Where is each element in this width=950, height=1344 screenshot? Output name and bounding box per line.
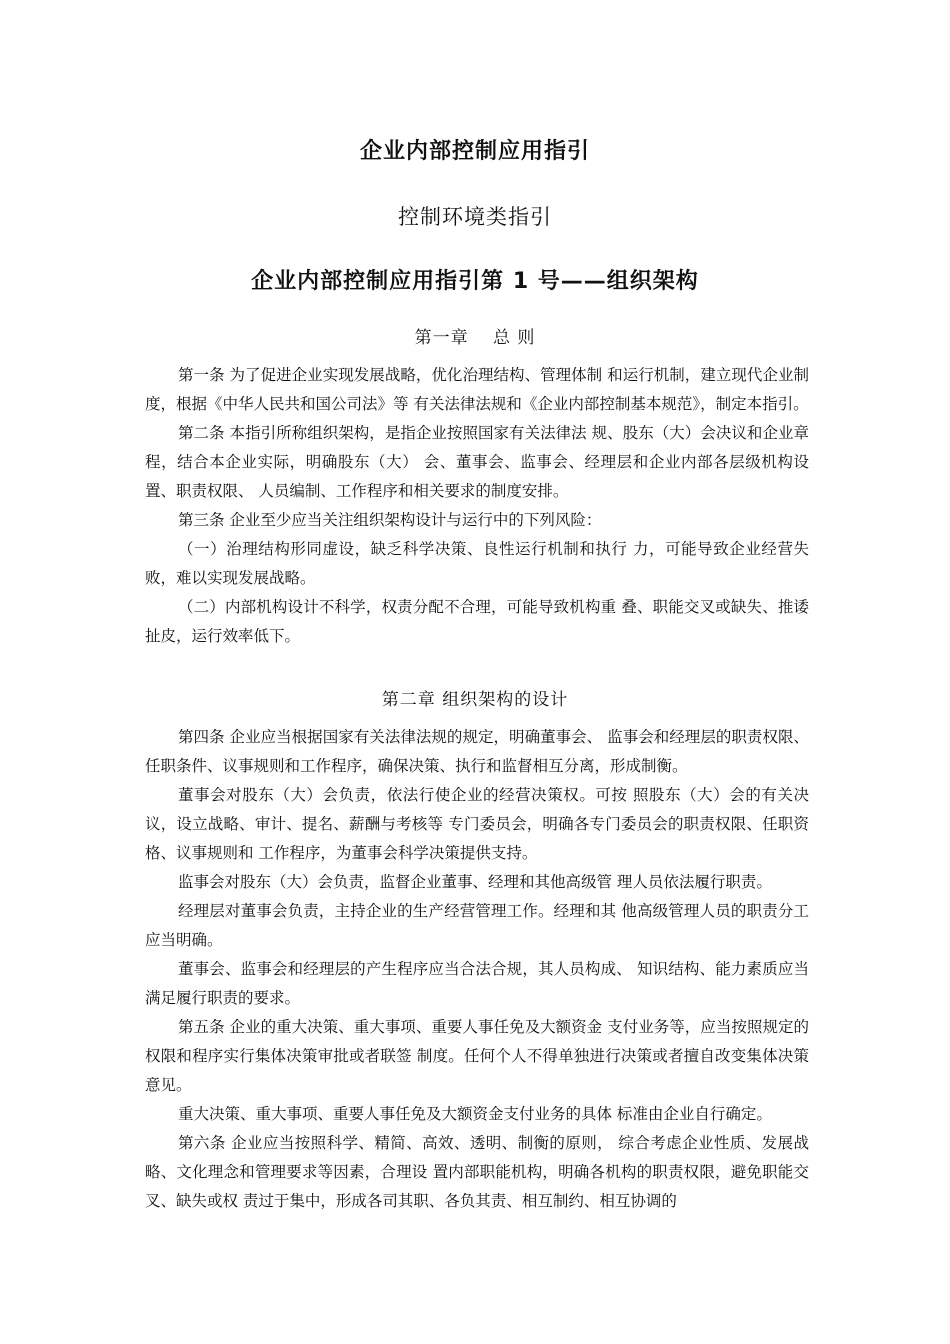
- paragraph: 第二条 本指引所称组织架构，是指企业按照国家有关法律法 规、股东（大）会决议和企业章程，结合本企业实际，明确股东（大） 会、董事会、监事会、经理层和企业内部各层级机构设置、职责权限、 人员编制、工作程序和相关要求的制度安排。: [145, 424, 809, 500]
- paragraph: 第一条 为了促进企业实现发展战略，优化治理结构、管理体制 和运行机制，建立现代企业制度，根据《中华人民共和国公司法》等 有关法律法规和《企业内部控制基本规范》，制定本指引。: [145, 366, 809, 413]
- chapter-2-body: [145, 723, 809, 1216]
- chapter-1-body: [145, 361, 809, 651]
- paragraph: 监事会对股东（大）会负责，监督企业董事、经理和其他高级管 理人员依法履行职责。: [178, 873, 772, 891]
- document-title: 企业内部控制应用指引: [359, 139, 590, 164]
- paragraph: 经理层对董事会负责，主持企业的生产经营管理工作。经理和其 他高级管理人员的职责分工应当明确。: [145, 902, 809, 949]
- chapter-heading: 第二章 组织架构的设计: [381, 690, 569, 710]
- paragraph: 重大决策、重大事项、重要人事任免及大额资金支付业务的具体 标准由企业自行确定。: [178, 1105, 772, 1123]
- paragraph: 第六条 企业应当按照科学、精简、高效、透明、制衡的原则， 综合考虑企业性质、发展战略、文化理念和管理要求等因素，合理设 置内部职能机构，明确各机构的职责权限，避免职能交叉、缺失或权 责过于集中，形成各司其职、各负其责、相互制约、相互协调的: [145, 1134, 809, 1210]
- paragraph: （一）治理结构形同虚设，缺乏科学决策、良性运行机制和执行 力，可能导致企业经营失败，难以实现发展战略。: [145, 540, 809, 587]
- paragraph: 第三条 企业至少应当关注组织架构设计与运行中的下列风险：: [178, 511, 602, 529]
- paragraph: （二）内部机构设计不科学，权责分配不合理，可能导致机构重 叠、职能交叉或缺失、推诿扯皮，运行效率低下。: [145, 598, 809, 645]
- paragraph: 董事会、监事会和经理层的产生程序应当合法合规，其人员构成、 知识结构、能力素质应当满足履行职责的要求。: [145, 960, 809, 1007]
- chapter-heading: 第一章 总 则: [414, 328, 536, 348]
- paragraph: 董事会对股东（大）会负责，依法行使企业的经营决策权。可按 照股东（大）会的有关决议，设立战略、审计、提名、薪酬与考核等 专门委员会，明确各专门委员会的职责权限、任职资格、议事规则和 工作程序，为董事会科学决策提供支持。: [145, 786, 809, 862]
- paragraph: 第四条 企业应当根据国家有关法律法规的规定，明确董事会、 监事会和经理层的职责权限、任职条件、议事规则和工作程序，确保决策、执行和监督相互分离，形成制衡。: [145, 728, 809, 775]
- document-subtitle: 控制环境类指引: [398, 205, 552, 229]
- paragraph: 第五条 企业的重大决策、重大事项、重要人事任免及大额资金 支付业务等，应当按照规定的权限和程序实行集体决策审批或者联签 制度。任何个人不得单独进行决策或者擅自改变集体决策意见。: [145, 1018, 809, 1094]
- guideline-title: 企业内部控制应用指引第 1 号——组织架构: [251, 269, 699, 294]
